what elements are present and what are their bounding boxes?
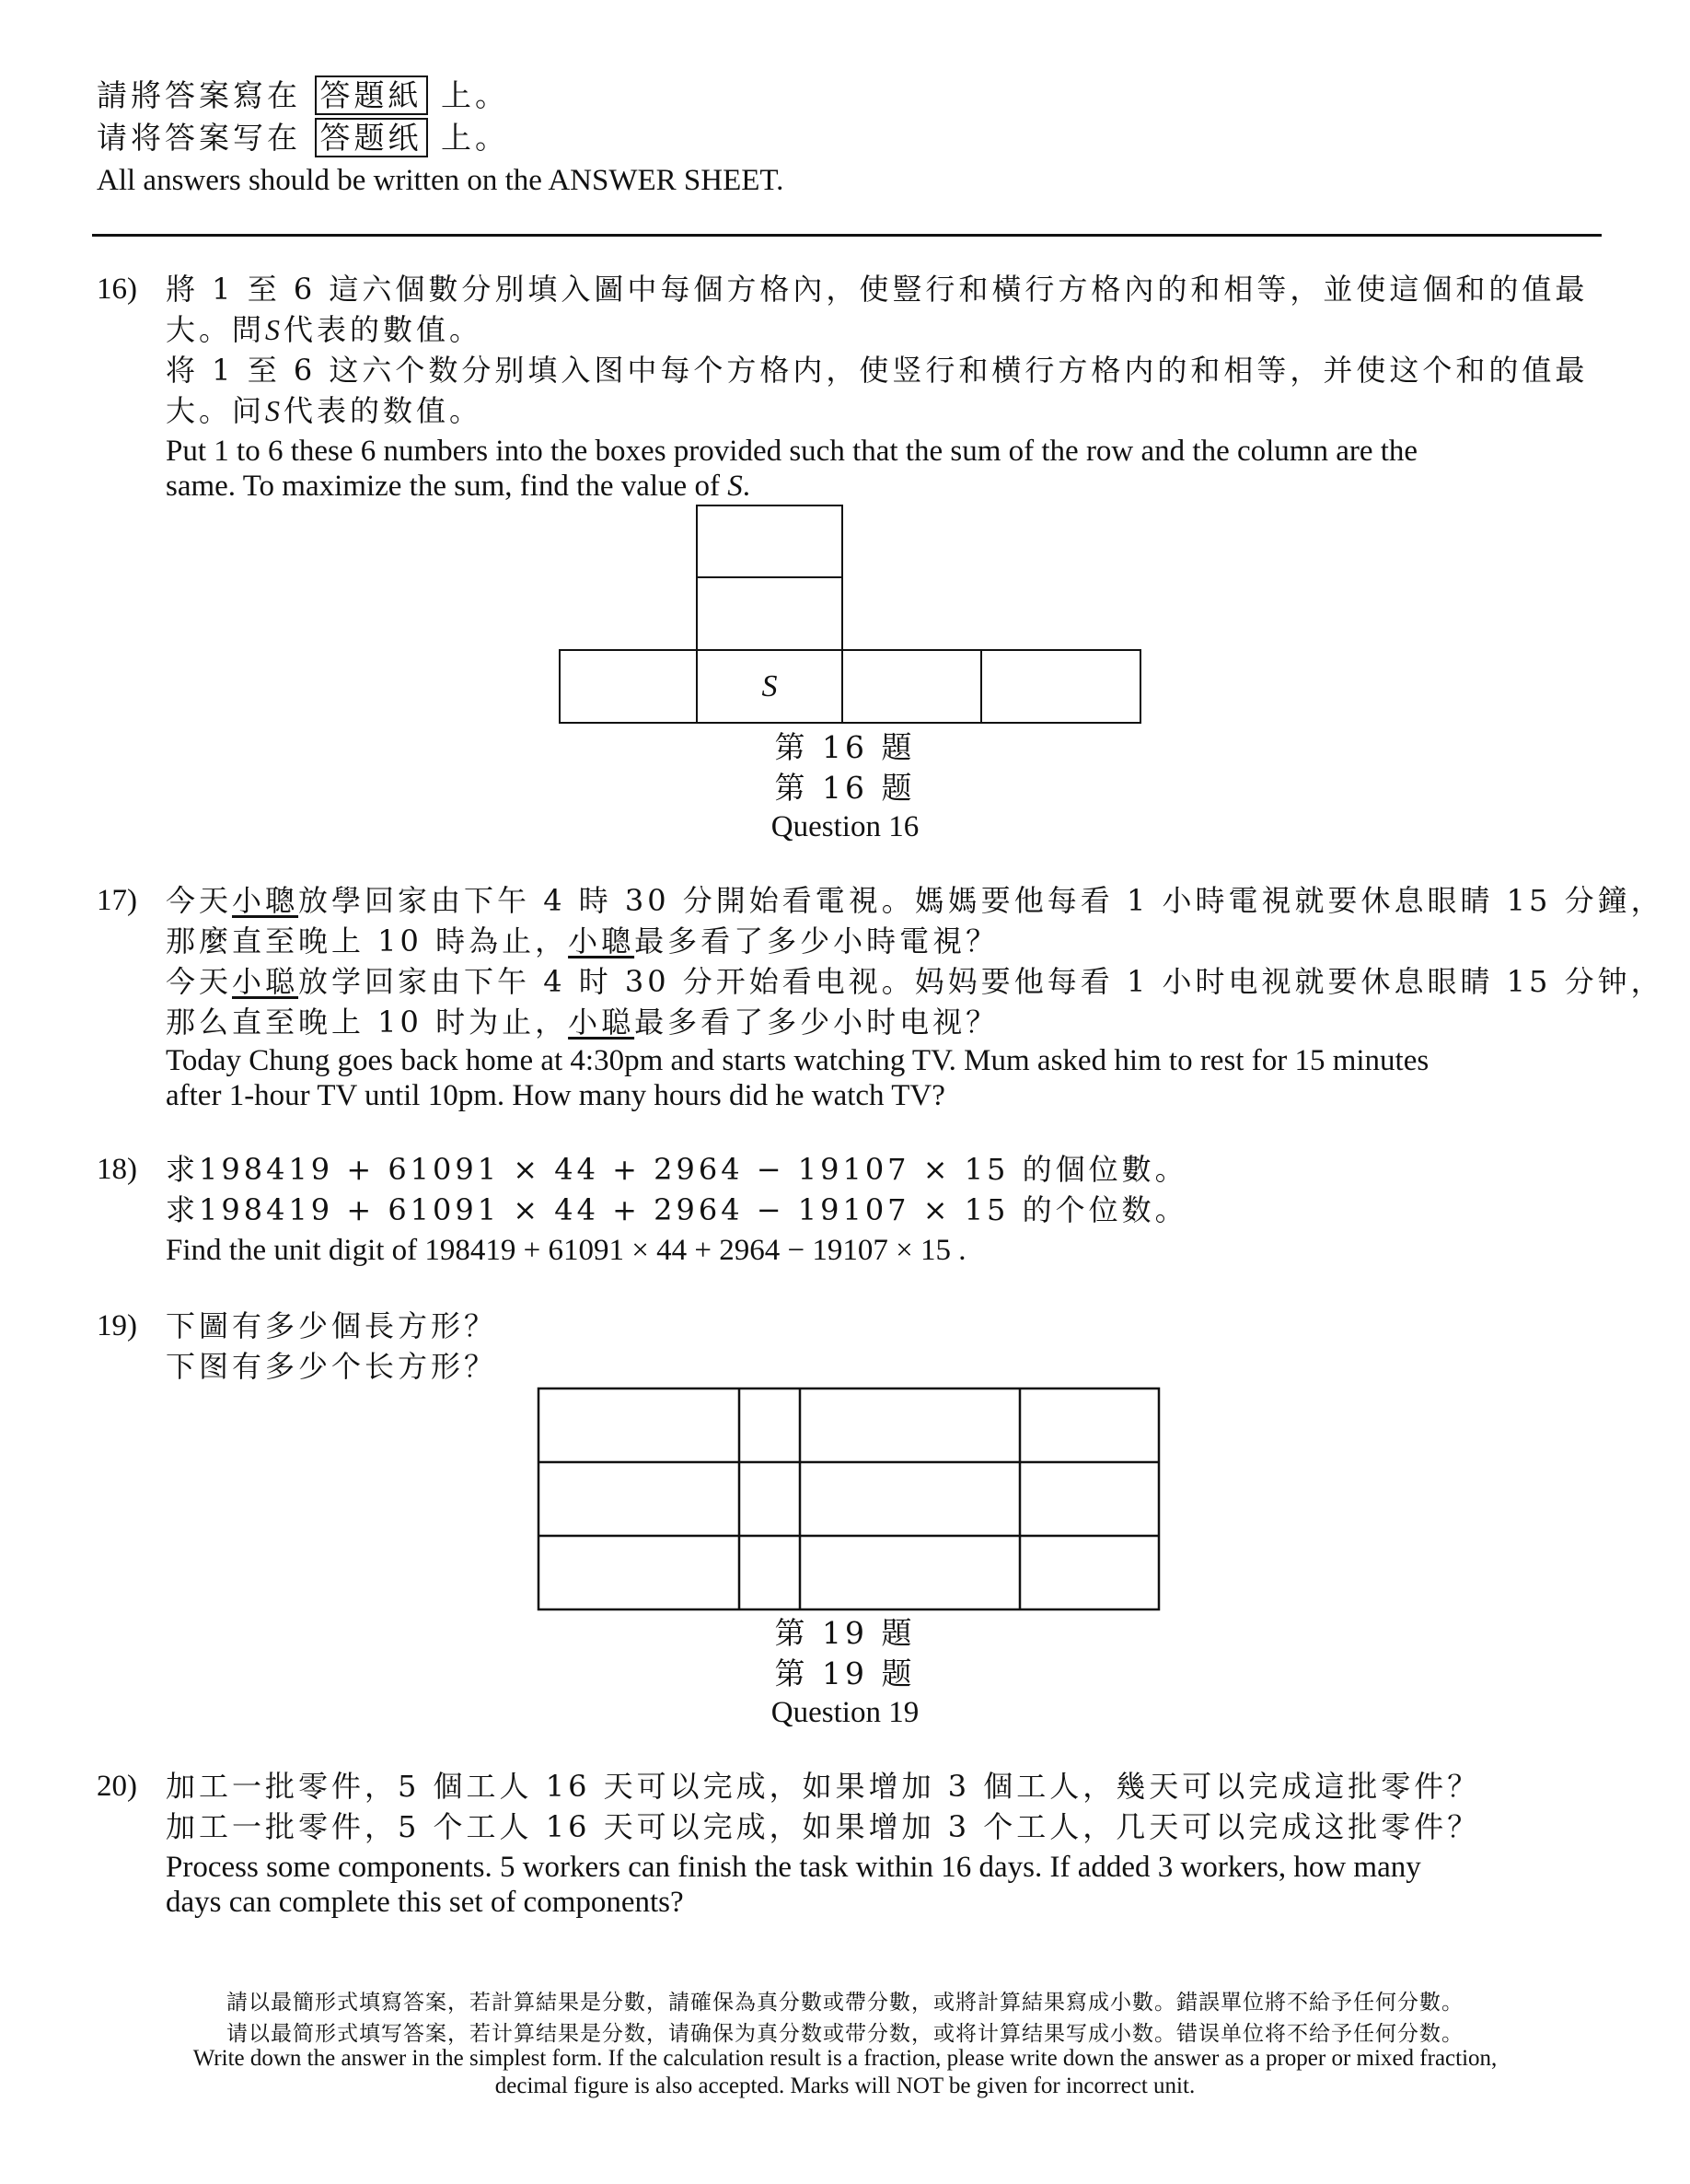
- q19-grid-outer: [538, 1388, 1159, 1609]
- question-16-caption-simp: 第 16 题: [774, 770, 916, 806]
- question-16-number: 16): [97, 273, 137, 306]
- q16-box-right2: [980, 649, 1141, 724]
- question-16-trad-line1: 將 1 至 6 這六個數分別填入圖中每個方格內，使豎行和橫行方格內的和相等，並使這個和的值最: [166, 272, 1589, 307]
- question-17-en-line2: after 1-hour TV until 10pm. How many hours did he watch TV?: [166, 1079, 945, 1112]
- question-19-grid-figure: [537, 1387, 1163, 1613]
- question-17-trad-line1: [166, 880, 1664, 921]
- q16-box-right1: [841, 649, 982, 724]
- question-19-caption-trad: 第 19 題: [774, 1615, 916, 1651]
- q16-box-left: [559, 649, 698, 724]
- question-20-trad: 加工一批零件，5 個工人 16 天可以完成，如果增加 3 個工人，幾天可以完成這批零件？: [166, 1769, 1481, 1804]
- q16-box-middle: [696, 576, 843, 651]
- header-divider: [92, 234, 1602, 237]
- instruction-trad-end: 上。: [441, 77, 509, 113]
- question-16-en-line1: Put 1 to 6 these 6 numbers into the boxes provided such that the sum of the row and the column are the: [166, 435, 1418, 468]
- question-17-simp-line1: [166, 961, 1664, 1002]
- answer-sheet-box-simp: 答题纸: [315, 118, 428, 157]
- instruction-simp-end: 上。: [441, 120, 509, 156]
- question-19-caption-simp: 第 19 题: [774, 1655, 916, 1691]
- question-18-number: 18): [97, 1153, 137, 1186]
- q16-trad-2a: 大。問: [166, 312, 266, 347]
- instruction-simp: [97, 118, 509, 158]
- question-18-simp: 求198419 + 61091 × 44 + 2964 − 19107 × 15 的个位数。: [166, 1192, 1188, 1227]
- footer-simp: 请以最简形式填写答案，若计算结果是分数，请确保为真分数或带分数，或将计算结果写成小数。错误单位将不给予任何分数。: [226, 2022, 1464, 2046]
- instruction-simp-text: 请将答案写在: [97, 120, 301, 156]
- q16-trad-2b: 代表的數值。: [284, 312, 483, 347]
- question-17-simp-line2: [166, 1002, 999, 1042]
- question-20-en-line2: days can complete this set of components?: [166, 1886, 684, 1919]
- question-16-caption-en: Question 16: [770, 810, 920, 843]
- question-16-en-line2: [166, 466, 750, 506]
- question-18-trad: 求198419 + 61091 × 44 + 2964 − 19107 × 15 的個位數。: [166, 1152, 1188, 1187]
- question-16-simp-line2: [166, 390, 482, 431]
- q16-box-s: S: [696, 649, 843, 724]
- q17-name-simp-2: 小聪: [568, 1005, 635, 1040]
- question-18-en: Find the unit digit of 198419 + 61091 × 44 + 2964 − 19107 × 15 .: [166, 1234, 967, 1267]
- q17-simp-1a: 今天: [166, 964, 233, 999]
- question-16-trad-line2: [166, 309, 482, 350]
- question-19-trad: 下圖有多少個長方形？: [166, 1308, 498, 1343]
- q17-name-trad-2: 小聰: [568, 924, 635, 958]
- question-17-en-line1: Today Chung goes back home at 4:30pm and starts watching TV. Mum asked him to rest for 15 minutes: [166, 1044, 1430, 1077]
- instruction-trad-text: 請將答案寫在: [97, 77, 301, 113]
- question-17-number: 17): [97, 884, 137, 917]
- q16-var-s: S: [265, 313, 284, 346]
- question-19-number: 19): [97, 1309, 137, 1342]
- footer-trad: 請以最簡形式填寫答案，若計算結果是分數，請確保為真分數或帶分數，或將計算結果寫成小數。錯誤單位將不給予任何分數。: [226, 1991, 1464, 2015]
- question-16-caption-trad: 第 16 題: [774, 729, 916, 765]
- q17-name-simp: 小聪: [232, 964, 299, 999]
- q17-simp-2a: 那么直至晚上 10 时为止，: [166, 1005, 569, 1040]
- q16-var-s-3: S: [727, 470, 743, 503]
- answer-sheet-box-trad: 答題紙: [315, 76, 428, 115]
- q17-trad-1a: 今天: [166, 883, 233, 918]
- q17-trad-2a: 那麼直至晚上 10 時為止，: [166, 924, 569, 958]
- q16-simp-2b: 代表的数值。: [284, 393, 483, 428]
- q16-box-top: [696, 505, 843, 578]
- q17-trad-2b: 最多看了多少小時電視？: [634, 924, 1000, 958]
- instruction-en: All answers should be written on the ANSWER SHEET.: [97, 164, 784, 197]
- q17-simp-2b: 最多看了多少小时电视？: [634, 1005, 1000, 1040]
- footer-en-line2: decimal figure is also accepted. Marks will NOT be given for incorrect unit.: [494, 2074, 1196, 2098]
- q17-trad-1b: 放學回家由下午 4 時 30 分開始看電視。媽媽要他每看 1 小時電視就要休息眼睛 15 分鐘，: [298, 883, 1664, 918]
- q16-var-s-2: S: [265, 394, 284, 427]
- question-19-simp: 下图有多少个长方形？: [166, 1349, 498, 1384]
- q16-en-2b: .: [742, 470, 750, 503]
- question-20-simp: 加工一批零件，5 个工人 16 天可以完成，如果增加 3 个工人，几天可以完成这批零件？: [166, 1809, 1481, 1844]
- instruction-trad: [97, 76, 509, 116]
- q17-simp-1b: 放学回家由下午 4 时 30 分开始看电视。妈妈要他每看 1 小时电视就要休息眼睛 15 分钟，: [298, 964, 1664, 999]
- q16-simp-2a: 大。问: [166, 393, 266, 428]
- question-20-number: 20): [97, 1770, 137, 1803]
- q16-en-2a: same. To maximize the sum, find the value of: [166, 470, 720, 503]
- q17-name-trad: 小聰: [232, 883, 299, 918]
- question-20-en-line1: Process some components. 5 workers can finish the task within 16 days. If added 3 workers, how many: [166, 1851, 1421, 1884]
- question-16-simp-line1: 将 1 至 6 这六个数分别填入图中每个方格内，使竖行和横行方格内的和相等，并使这个和的值最: [166, 353, 1589, 388]
- question-17-trad-line2: [166, 921, 999, 961]
- footer-en-line1: Write down the answer in the simplest form. If the calculation result is a fraction, please write down the answer as a proper or mixed fraction,: [192, 2046, 1498, 2071]
- question-19-caption-en: Question 19: [770, 1696, 920, 1729]
